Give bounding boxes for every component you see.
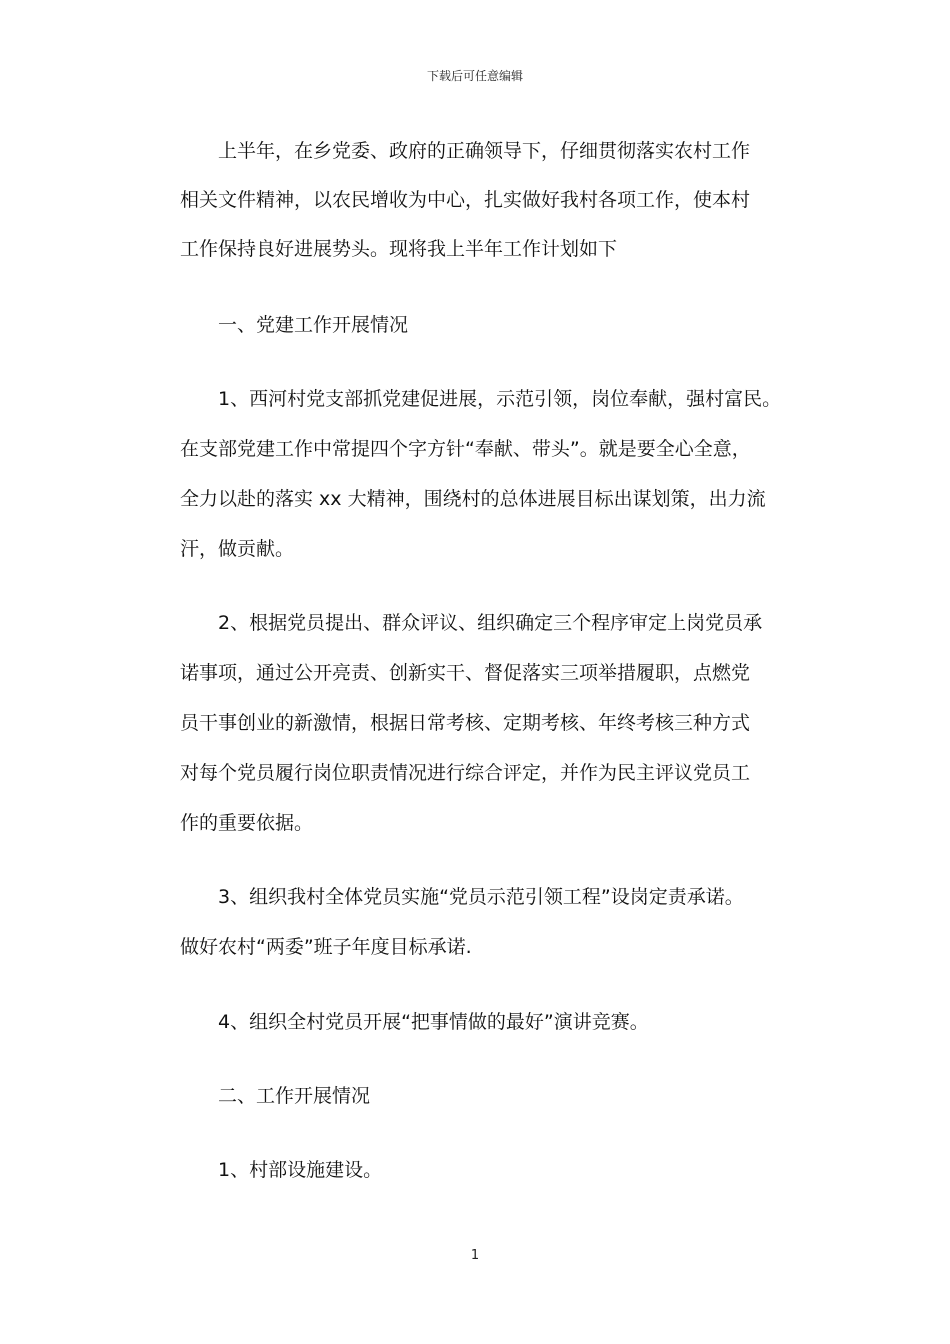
text-line: 诺事项，通过公开亮责、创新实干、督促落实三项举措履职，点燃党 [180, 662, 751, 684]
section-heading: 一、党建工作开展情况 [218, 314, 409, 336]
text-line: 上半年，在乡党委、政府的正确领导下，仔细贯彻落实农村工作 [218, 140, 751, 162]
text-line: 相关文件精神，以农民增收为中心，扎实做好我村各项工作，使本村 [180, 189, 751, 211]
text-line: 汗，做贡献。 [180, 538, 295, 560]
text-line: 工作保持良好进展势头。现将我上半年工作计划如下 [180, 238, 618, 260]
page-header: 下载后可任意编辑 [426, 69, 523, 83]
section-heading: 二、工作开展情况 [218, 1085, 371, 1107]
text-line: 2、根据党员提出、群众评议、组织确定三个程序审定上岗党员承 [218, 612, 763, 634]
text-line: 4、组织全村党员开展“把事情做的最好”演讲竞赛。 [218, 1011, 649, 1033]
text-line: 全力以赴的落实 xx 大精神，围绕村的总体进展目标出谋划策，出力流 [180, 488, 766, 510]
text-line: 在支部党建工作中常提四个字方针“奉献、带头”。就是要全心全意， [180, 438, 751, 460]
page-number: 1 [470, 1248, 480, 1263]
text-line: 1、村部设施建设。 [218, 1159, 383, 1181]
text-line: 3、组织我村全体党员实施“党员示范引领工程”设岗定责承诺。 [218, 886, 744, 908]
text-line: 对每个党员履行岗位职责情况进行综合评定，并作为民主评议党员工 [180, 762, 751, 784]
text-line: 作的重要依据。 [180, 812, 314, 834]
text-line: 员干事创业的新激情，根据日常考核、定期考核、年终考核三种方式 [180, 712, 751, 734]
text-line: 1、西河村党支部抓党建促进展，示范引领，岗位奉献，强村富民。 [218, 388, 782, 410]
text-line: 做好农村“两委”班子年度目标承诺. [180, 936, 472, 958]
